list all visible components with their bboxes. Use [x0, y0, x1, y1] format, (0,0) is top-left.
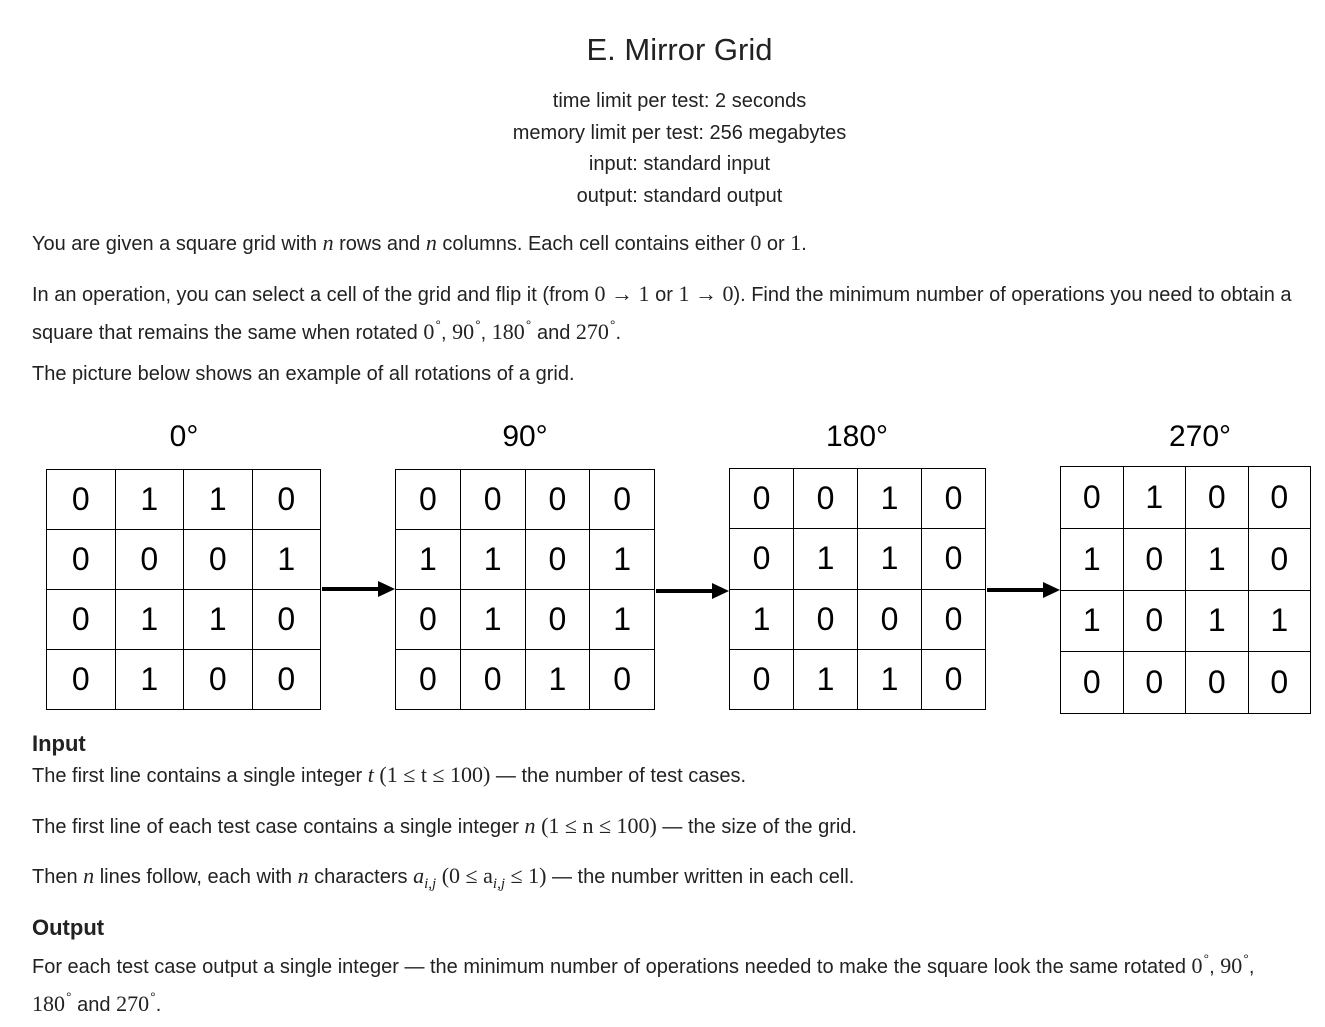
grid-cell: 0	[730, 529, 794, 589]
input-heading: Input	[32, 731, 86, 756]
grid-cell: 1	[1248, 590, 1311, 652]
grid-row	[396, 530, 655, 590]
grid-cell: 0	[730, 649, 794, 709]
grid-row	[730, 589, 986, 649]
grid-label-90: 90°	[502, 420, 548, 453]
grid-cell: 1	[252, 530, 321, 590]
grid-label-270: 270°	[1168, 420, 1232, 453]
grid-row	[47, 590, 321, 650]
input-line-1: The first line contains a single integer t (1 ≤ t ≤ 100) — the number of test cases.	[32, 762, 747, 787]
grid-rotation-180	[729, 468, 986, 710]
memory-limit: memory limit per test: 256 megabytes	[512, 121, 847, 144]
grid-cell: 0	[460, 470, 525, 530]
grid-cell: 1	[115, 590, 184, 650]
grid-cell: 1	[115, 650, 184, 710]
grid-cell: 1	[858, 469, 922, 529]
grid-cell: 0	[525, 470, 590, 530]
grid-cell: 1	[184, 590, 253, 650]
grid-cell: 1	[396, 530, 461, 590]
input-line-3: Then n lines follow, each with n characters $a_{i,j}$ $(0 \le a_{i,j} \le 1)$ — the number written in each cell.	[32, 863, 855, 892]
grid-row	[396, 470, 655, 530]
grid-cell: 1	[1123, 467, 1186, 529]
grid-cell: 0	[252, 590, 321, 650]
arrow-right-icon	[322, 579, 396, 599]
grid-row	[1061, 652, 1311, 714]
grid-cell: 0	[252, 650, 321, 710]
grid-cell: 0	[396, 650, 461, 710]
output-heading: Output	[32, 915, 105, 940]
grid-row	[47, 530, 321, 590]
statement-paragraph-3: The picture below shows an example of all rotations of a grid.	[32, 363, 575, 385]
grid-cell: 0	[922, 589, 986, 649]
grid-cell: 0	[1123, 528, 1186, 590]
grid-label-0: 0°	[169, 420, 199, 453]
grid-row	[1061, 590, 1311, 652]
grid-cell: 1	[525, 650, 590, 710]
grid-row	[47, 650, 321, 710]
grid-rotation-0	[46, 469, 321, 710]
grid-cell: 1	[858, 649, 922, 709]
grid-row	[47, 470, 321, 530]
grid-cell: 0	[1248, 467, 1311, 529]
grid-cell: 0	[47, 590, 116, 650]
grid-row	[1061, 467, 1311, 529]
grid-row	[396, 650, 655, 710]
grid-label-180: 180°	[825, 420, 889, 453]
output-spec: output: standard output	[576, 184, 783, 207]
grid-row	[396, 590, 655, 650]
grid-cell: 0	[1186, 652, 1249, 714]
statement-paragraph-2: In an operation, you can select a cell of the grid and flip it (from 0 → 1 or 1 → 0). Find the minimum number of operations you need to obtain a square that remains the same when rotated 0°, 90°, 180° and 270°.	[32, 281, 1292, 344]
grid-cell: 1	[460, 590, 525, 650]
grid-cell: 1	[1186, 528, 1249, 590]
input-line-2: The first line of each test case contains a single integer n (1 ≤ n ≤ 100) — the size of the grid.	[32, 813, 857, 838]
grid-row	[1061, 528, 1311, 590]
grid-cell: 1	[460, 530, 525, 590]
grid-cell: 0	[47, 530, 116, 590]
grid-cell: 1	[115, 470, 184, 530]
arrow-right-icon	[987, 580, 1061, 600]
grid-cell: 0	[525, 590, 590, 650]
grid-row	[730, 469, 986, 529]
grid-cell: 1	[794, 529, 858, 589]
grid-cell: 0	[460, 650, 525, 710]
grid-cell: 0	[396, 590, 461, 650]
grid-row	[730, 649, 986, 709]
grid-cell: 1	[1061, 590, 1124, 652]
grid-cell: 0	[115, 530, 184, 590]
grid-cell: 0	[1248, 528, 1311, 590]
grid-cell: 0	[1061, 467, 1124, 529]
statement-paragraph-1: You are given a square grid with n rows and n columns. Each cell contains either 0 or 1.	[32, 230, 807, 255]
grid-cell: 0	[590, 470, 655, 530]
grid-cell: 0	[47, 470, 116, 530]
grid-rotation-270	[1060, 466, 1311, 714]
grid-cell: 0	[590, 650, 655, 710]
grid-cell: 0	[1123, 590, 1186, 652]
grid-cell: 0	[858, 589, 922, 649]
grid-cell: 1	[1186, 590, 1249, 652]
grid-cell: 0	[1061, 652, 1124, 714]
input-spec: input: standard input	[588, 153, 771, 176]
grid-cell: 1	[590, 530, 655, 590]
grid-cell: 0	[922, 529, 986, 589]
output-text: For each test case output a single integer — the minimum number of operations needed to make the square look the same rotated 0°, 90°, 180° and 270°.	[32, 951, 1255, 1016]
time-limit: time limit per test: 2 seconds	[552, 90, 807, 112]
grid-cell: 1	[1061, 528, 1124, 590]
grid-cell: 0	[730, 469, 794, 529]
grid-cell: 1	[730, 589, 794, 649]
grid-cell: 0	[1248, 652, 1311, 714]
grid-cell: 0	[922, 469, 986, 529]
grid-cell: 0	[252, 470, 321, 530]
grid-cell: 0	[525, 530, 590, 590]
grid-cell: 0	[184, 650, 253, 710]
grid-cell: 0	[922, 649, 986, 709]
problem-title: E. Mirror Grid	[586, 32, 773, 67]
grid-cell: 1	[858, 529, 922, 589]
grid-row	[730, 529, 986, 589]
grid-cell: 0	[396, 470, 461, 530]
grid-cell: 0	[794, 589, 858, 649]
grid-cell: 1	[590, 590, 655, 650]
grid-cell: 1	[794, 649, 858, 709]
grid-rotation-90	[395, 469, 655, 710]
grid-cell: 0	[47, 650, 116, 710]
grid-cell: 0	[1186, 467, 1249, 529]
grid-cell: 1	[184, 470, 253, 530]
grid-cell: 0	[1123, 652, 1186, 714]
grid-cell: 0	[184, 530, 253, 590]
arrow-right-icon	[656, 581, 730, 601]
problem-header	[0, 28, 1325, 212]
limits-block	[0, 86, 1325, 212]
grid-cell: 0	[794, 469, 858, 529]
